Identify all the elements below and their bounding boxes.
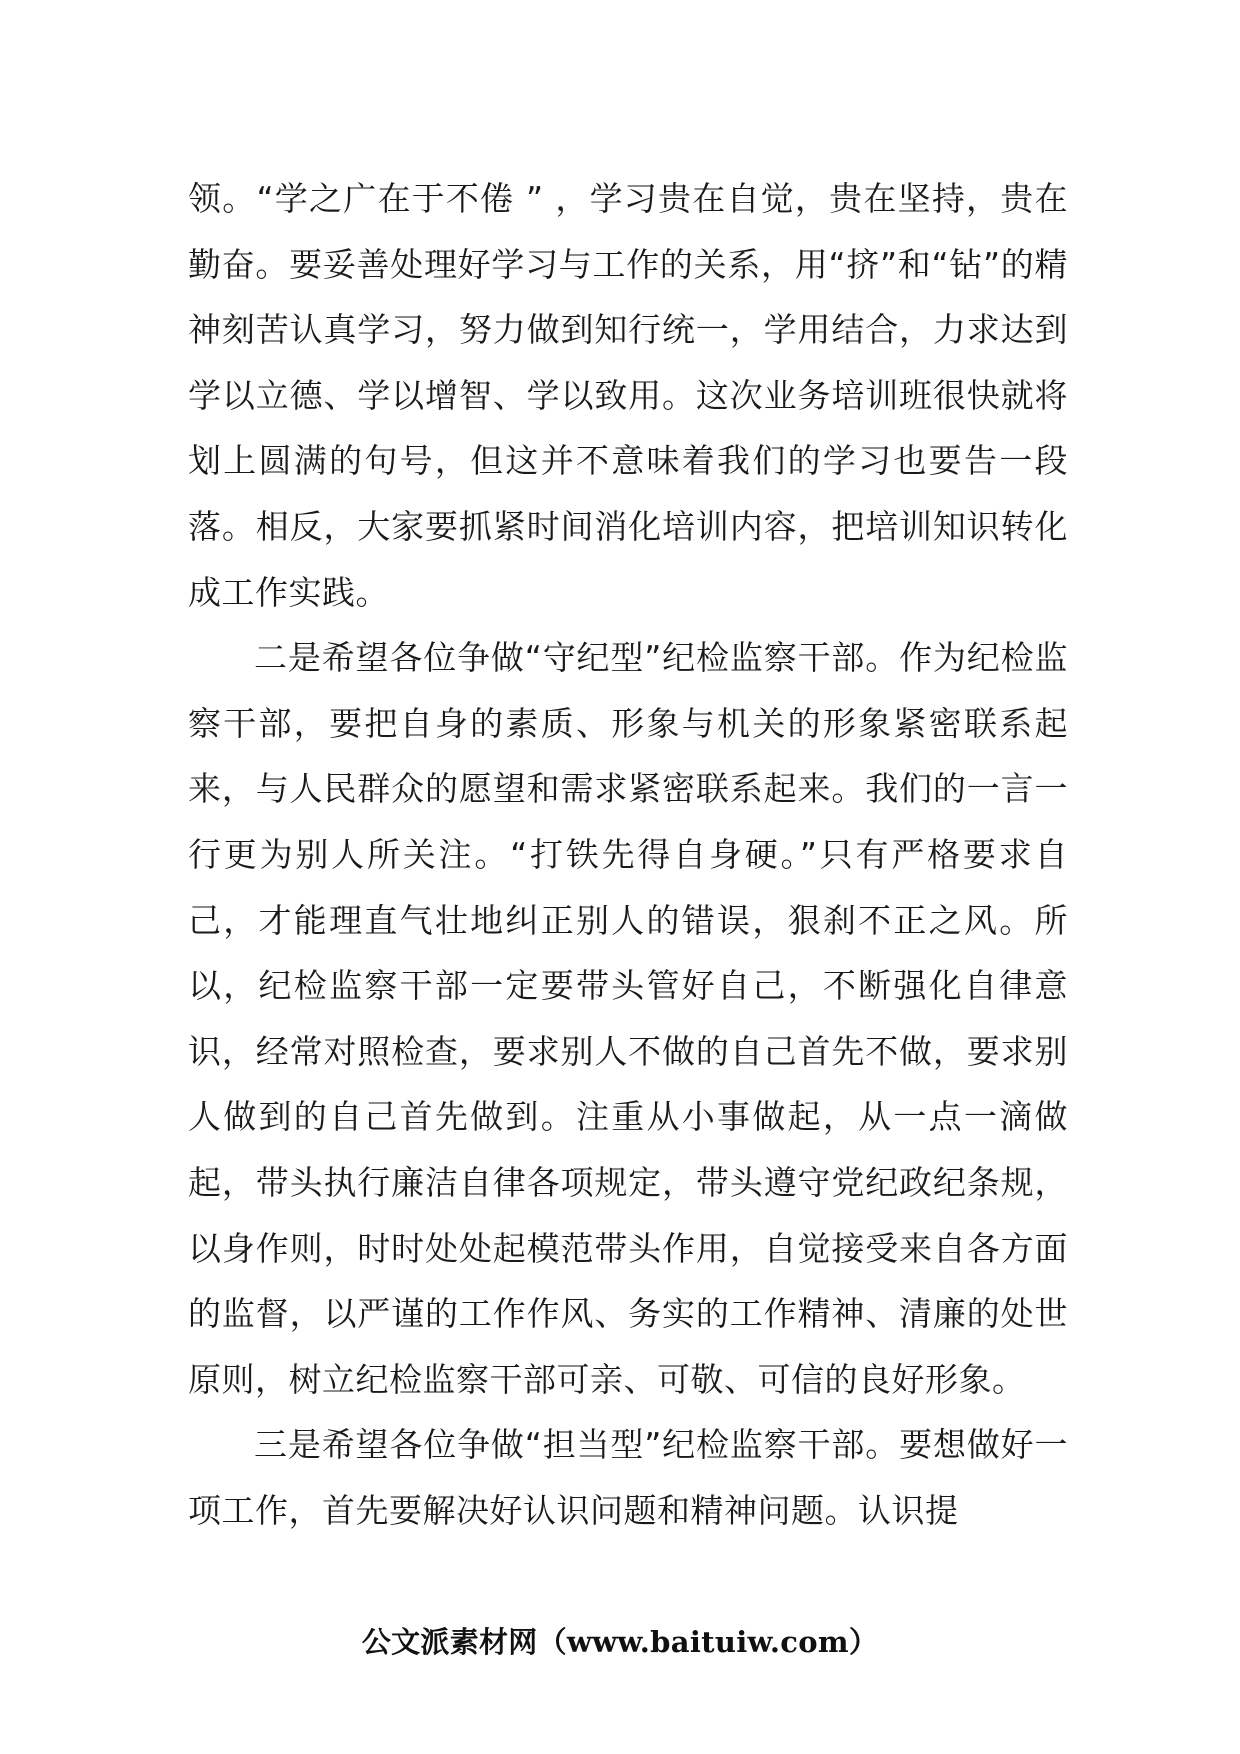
paragraph-point-two: 二是希望各位争做“守纪型”纪检监察干部。作为纪检监察干部，要把自身的素质、形象与机关的形象紧密联系起来，与人民群众的愿望和需求紧密联系起来。我们的一言一行更为别人所关注。“打铁先得自身硬。”只有严格要求自己，才能理直气壮地纠正别人的错误，狠刹不正之风。所以，纪检监察干部一定要带头管好自己，不断强化自律意识，经常对照检查，要求别人不做的自己首先不做，要求别人做到的自己首先做到。注重从小事做起，从一点一滴做起，带头执行廉洁自律各项规定，带头遵守党纪政纪条规，以身作则，时时处处起模范带头作用，自觉接受来自各方面的监督，以严谨的工作作风、务实的工作精神、清廉的处世原则，树立纪检监察干部可亲、可敬、可信的良好形象。 — [188, 638, 1068, 1399]
paragraph-point-three: 三是希望各位争做“担当型”纪检监察干部。要想做好一项工作，首先要解决好认识问题和精神问题。认识提 — [188, 1425, 1068, 1530]
site-watermark-footer: 公文派素材网（www.baituiw.com） — [361, 1625, 879, 1659]
paragraph-continuation: 领。“学之广在于不倦 ” ，学习贵在自觉，贵在坚持，贵在勤奋。要妥善处理好学习与工作的关系，用“挤”和“钻”的精神刻苦认真学习，努力做到知行统一，学用结合，力求达到学以立德、学以增智、学以致用。这次业务培训班很快就将划上圆满的句号，但这并不意味着我们的学习也要告一段落。相反，大家要抓紧时间消化培训内容，把培训知识转化成工作实践。 — [188, 179, 1068, 612]
document-body — [188, 166, 1068, 1543]
